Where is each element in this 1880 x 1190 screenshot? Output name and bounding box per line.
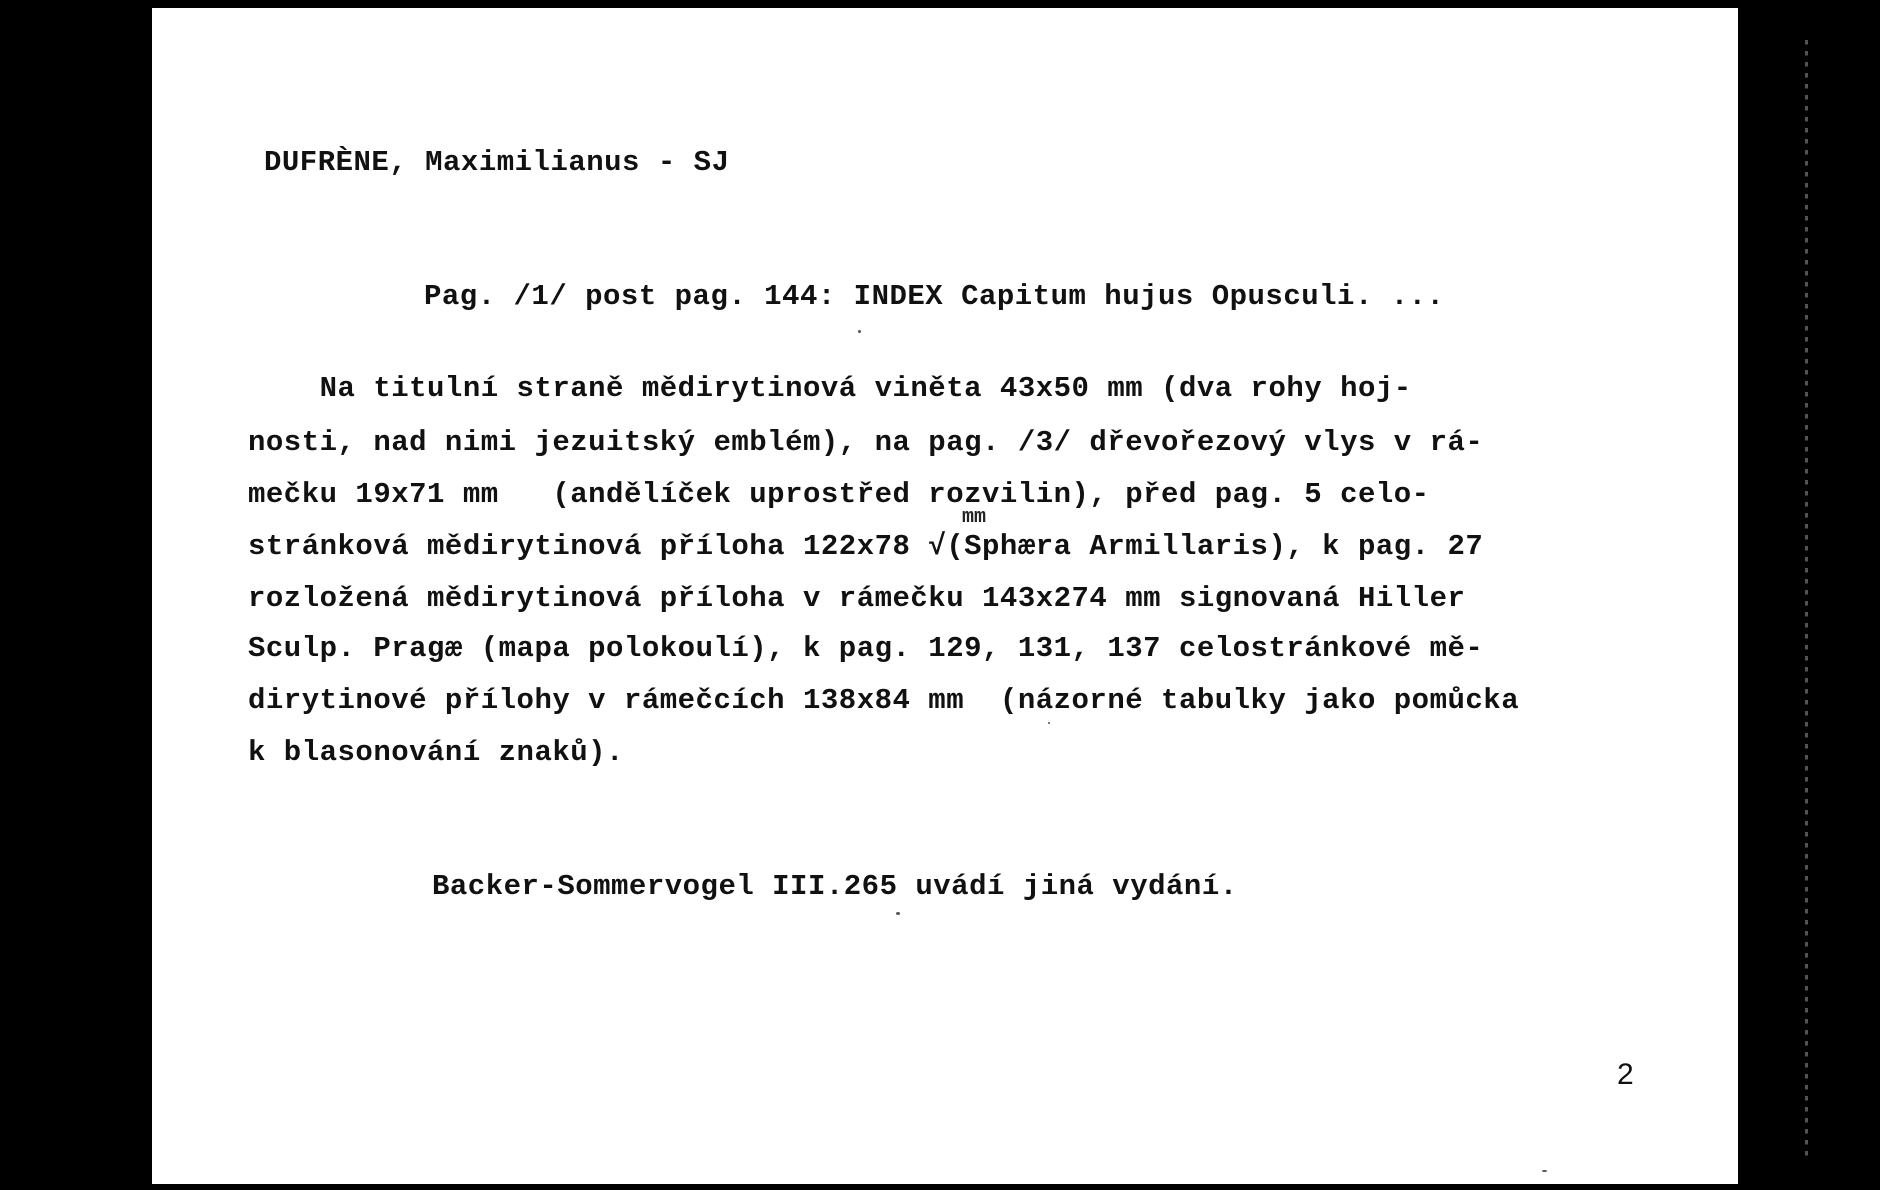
- index-card: [152, 8, 1738, 1184]
- card-heading: DUFRÈNE, Maximilianus - SJ: [264, 146, 730, 179]
- description-line: stránková mědirytinová příloha 122x78 √(Sphæra Armillaris), k pag. 27: [248, 530, 1484, 563]
- dust-speck: [1542, 1170, 1547, 1172]
- bibliography-note: Backer-Sommervogel III.265 uvádí jiná vydání.: [432, 870, 1238, 903]
- description-line: mečku 19x71 mm (andělíček uprostřed rozvilin), před pag. 5 celo-: [248, 478, 1430, 511]
- description-line: Na titulní straně mědirytinová viněta 43x50 mm (dva rohy hoj-: [248, 372, 1412, 405]
- dust-speck: [896, 912, 900, 915]
- description-line: dirytinové přílohy v rámečcích 138x84 mm (názorné tabulky jako pomůcka: [248, 684, 1520, 717]
- page-number: 2: [1617, 1058, 1634, 1091]
- description-line: nosti, nad nimi jezuitský emblém), na pag. /3/ dřevořezový vlys v rá-: [248, 426, 1484, 459]
- description-line: rozložená mědirytinová příloha v rámečku 143x274 mm signovaná Hiller: [248, 582, 1466, 615]
- dust-speck: [858, 330, 861, 333]
- index-reference-line: Pag. /1/ post pag. 144: INDEX Capitum hujus Opusculi. ...: [424, 280, 1445, 313]
- dust-speck: [1048, 722, 1050, 724]
- film-edge-marks: [1805, 40, 1808, 1160]
- handwritten-mm-annotation: mm: [962, 506, 987, 529]
- description-line: k blasonování znaků).: [248, 736, 624, 769]
- description-line: Sculp. Pragæ (mapa polokoulí), k pag. 129, 131, 137 celostránkové mě-: [248, 632, 1484, 665]
